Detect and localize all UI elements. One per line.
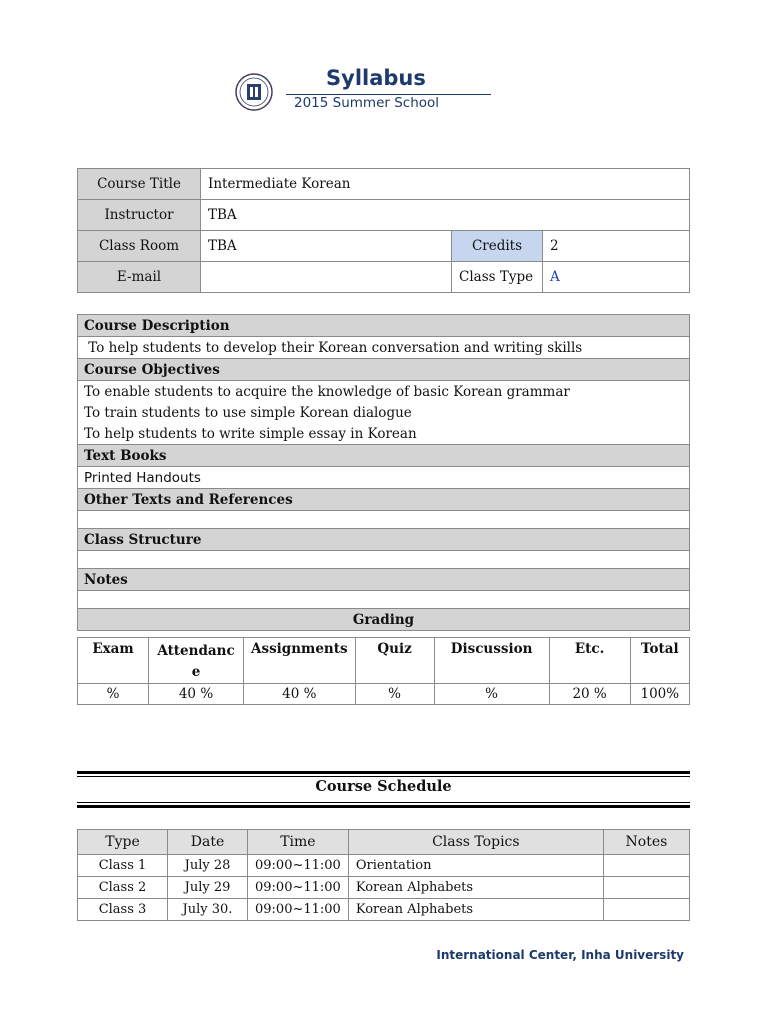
- grading-heading: Grading: [78, 609, 690, 631]
- schedule-top-rule-thin: [77, 776, 690, 777]
- page-subtitle: 2015 Summer School: [294, 95, 440, 111]
- schedule-cell: 09:00~11:00: [248, 899, 349, 921]
- schedule-cell: July 28: [168, 855, 248, 877]
- table-row: [78, 855, 690, 877]
- schedule-header-cell: Type: [78, 830, 168, 855]
- class-type-label: Class Type: [452, 262, 543, 293]
- text-books-value: Printed Handouts: [78, 467, 690, 489]
- schedule-bottom-rule: [77, 805, 690, 808]
- table-row: [78, 899, 690, 921]
- email-value: [201, 262, 452, 293]
- schedule-header-cell: Date: [168, 830, 248, 855]
- schedule-cell: [603, 855, 689, 877]
- footer-text: International Center, Inha University: [436, 948, 684, 962]
- grading-header-cell: Attendanc e: [149, 638, 244, 684]
- notes-value: [78, 591, 690, 609]
- schedule-bottom-rule-thin: [77, 802, 690, 803]
- schedule-title: Course Schedule: [315, 778, 452, 795]
- course-title-label: Course Title: [78, 169, 201, 200]
- grading-value-cell: 20 %: [549, 684, 630, 705]
- grading-header-cell: Assignments: [244, 638, 356, 684]
- text-books-heading: Text Books: [78, 445, 690, 467]
- instructor-label: Instructor: [78, 200, 201, 231]
- course-details-table: [77, 314, 690, 631]
- course-objectives-heading: Course Objectives: [78, 359, 690, 381]
- table-row: [78, 877, 690, 899]
- objective-item: To help students to write simple essay in Korean: [78, 423, 690, 445]
- grading-header-cell: Total: [630, 638, 689, 684]
- schedule-header-cell: Class Topics: [348, 830, 603, 855]
- course-title-value: Intermediate Korean: [201, 169, 690, 200]
- class-room-label: Class Room: [78, 231, 201, 262]
- class-structure-value: [78, 551, 690, 569]
- schedule-cell: Orientation: [348, 855, 603, 877]
- email-label: E-mail: [78, 262, 201, 293]
- schedule-cell: 09:00~11:00: [248, 877, 349, 899]
- schedule-cell: Class 2: [78, 877, 168, 899]
- grading-value-cell: 40 %: [244, 684, 356, 705]
- course-description-text: To help students to develop their Korean conversation and writing skills: [78, 337, 690, 359]
- schedule-cell: July 29: [168, 877, 248, 899]
- schedule-cell: Class 1: [78, 855, 168, 877]
- grading-value-cell: %: [355, 684, 434, 705]
- schedule-header-cell: Time: [248, 830, 349, 855]
- schedule-cell: [603, 899, 689, 921]
- schedule-cell: July 30.: [168, 899, 248, 921]
- other-texts-heading: Other Texts and References: [78, 489, 690, 511]
- grading-table: [77, 637, 690, 705]
- schedule-cell: Korean Alphabets: [348, 877, 603, 899]
- course-description-heading: Course Description: [78, 315, 690, 337]
- objective-item: To train students to use simple Korean dialogue: [78, 402, 690, 423]
- university-seal-icon: [234, 66, 274, 118]
- grading-header-cell: Discussion: [434, 638, 549, 684]
- schedule-cell: Class 3: [78, 899, 168, 921]
- objective-item: To enable students to acquire the knowledge of basic Korean grammar: [78, 381, 690, 403]
- grading-header-cell: Etc.: [549, 638, 630, 684]
- schedule-top-rule: [77, 771, 690, 774]
- class-structure-heading: Class Structure: [78, 529, 690, 551]
- grading-value-cell: 100%: [630, 684, 689, 705]
- course-schedule-table: [77, 829, 690, 921]
- schedule-cell: [603, 877, 689, 899]
- grading-value-cell: 40 %: [149, 684, 244, 705]
- credits-value: 2: [543, 231, 690, 262]
- grading-value-cell: %: [434, 684, 549, 705]
- notes-heading: Notes: [78, 569, 690, 591]
- schedule-header-cell: Notes: [603, 830, 689, 855]
- grading-header-cell: Quiz: [355, 638, 434, 684]
- other-texts-value: [78, 511, 690, 529]
- schedule-cell: Korean Alphabets: [348, 899, 603, 921]
- credits-label: Credits: [452, 231, 543, 262]
- class-room-value: TBA: [201, 231, 452, 262]
- grading-header-cell: Exam: [78, 638, 149, 684]
- document-header: [234, 64, 494, 124]
- schedule-cell: 09:00~11:00: [248, 855, 349, 877]
- instructor-value: TBA: [201, 200, 690, 231]
- page-title: Syllabus: [326, 66, 426, 90]
- course-info-table: [77, 168, 690, 293]
- grading-value-cell: %: [78, 684, 149, 705]
- class-type-value: A: [543, 262, 690, 293]
